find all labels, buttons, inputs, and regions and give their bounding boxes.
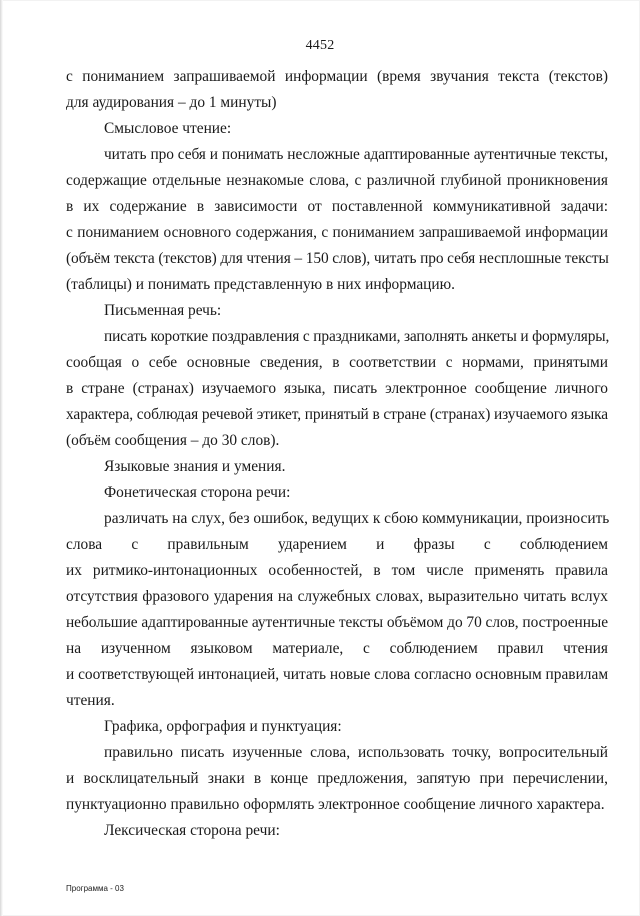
text-line: содержащие отдельные незнакомые слова, с различной глубиной проникновения bbox=[66, 172, 608, 189]
text-line: отсутствия фразового ударения на служебных словах, выразительно читать вслух bbox=[66, 588, 608, 605]
text-line: в их содержание в зависимости от поставленной коммуникативной задачи: bbox=[66, 198, 608, 215]
footer-program-label: Программа - 03 bbox=[66, 884, 124, 893]
text-line: сообщая о себе основные сведения, в соответствии с нормами, принятыми bbox=[66, 354, 608, 371]
text-line: чтения. bbox=[66, 692, 115, 709]
text-line: их ритмико-интонационных особенностей, в том числе применять правила bbox=[66, 562, 608, 579]
text-line: Языковые знания и умения. bbox=[104, 458, 286, 475]
text-line: на изученном языковом материале, с соблюдением правил чтения bbox=[66, 640, 608, 657]
text-line: Письменная речь: bbox=[104, 302, 222, 319]
text-line: слова с правильным ударением и фразы с соблюдением bbox=[66, 536, 608, 553]
text-line: небольшие адаптированные аутентичные тексты объёмом до 70 слов, построенные bbox=[66, 614, 608, 631]
text-line: (объём сообщения – до 30 слов). bbox=[66, 432, 280, 449]
text-line: в стране (странах) изучаемого языка, писать электронное сообщение личного bbox=[66, 380, 608, 397]
text-line: с пониманием основного содержания, с пониманием запрашиваемой информации bbox=[66, 224, 608, 241]
text-line: с пониманием запрашиваемой информации (время звучания текста (текстов) bbox=[66, 68, 608, 85]
text-line: пунктуационно правильно оформлять электронное сообщение личного характера. bbox=[66, 796, 605, 813]
text-line: и соответствующей интонацией, читать новые слова согласно основным правилам bbox=[66, 666, 609, 683]
text-line: писать короткие поздравления с праздниками, заполнять анкеты и формуляры, bbox=[104, 328, 610, 345]
text-line: характера, соблюдая речевой этикет, принятый в стране (странах) изучаемого языка bbox=[66, 406, 608, 423]
page-number: 4452 bbox=[305, 38, 335, 53]
scan-edge-shadow bbox=[0, 0, 3, 916]
text-line: (таблицы) и понимать представленную в них информацию. bbox=[66, 276, 456, 293]
text-line: и восклицательный знаки в конце предложения, запятую при перечислении, bbox=[66, 770, 608, 787]
text-line: Смысловое чтение: bbox=[104, 120, 232, 137]
text-line: читать про себя и понимать несложные адаптированные аутентичные тексты, bbox=[104, 146, 608, 163]
text-line: для аудирования – до 1 минуты) bbox=[66, 94, 277, 111]
document-body bbox=[66, 64, 608, 844]
text-line: правильно писать изученные слова, использовать точку, вопросительный bbox=[104, 744, 608, 761]
text-line: (объём текста (текстов) для чтения – 150 слов), читать про себя несплошные тексты bbox=[66, 250, 609, 267]
text-line: Лексическая сторона речи: bbox=[104, 822, 280, 839]
text-line: различать на слух, без ошибок, ведущих к сбою коммуникации, произносить bbox=[104, 510, 610, 527]
text-line: Фонетическая сторона речи: bbox=[104, 484, 291, 501]
text-line: Графика, орфография и пунктуация: bbox=[104, 718, 342, 735]
